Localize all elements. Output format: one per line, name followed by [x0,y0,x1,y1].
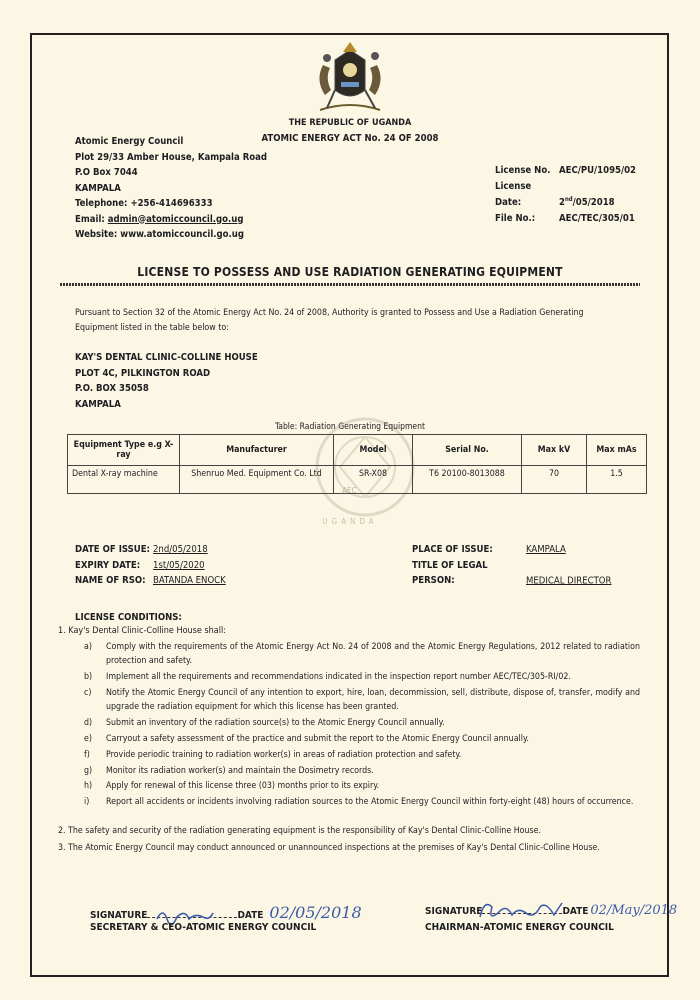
col-header: Max mAs [587,435,647,466]
issuer-email-row [75,212,267,228]
right-date-value: 02/May/2018 [590,903,678,918]
license-date-row [495,179,636,211]
file-no-label: File No.: [495,213,536,224]
condition-marker: b) [84,671,93,682]
license-date-day: 2 [559,197,565,208]
right-handwritten-signature [478,897,564,925]
expiry-label: EXPIRY DATE: [75,559,141,571]
col-header: Model [334,435,413,466]
issuer-city: KAMPALA [75,182,121,194]
license-date [559,197,615,208]
holder-line: P.O. BOX 35058 [75,383,149,394]
file-no: AEC/TEC/305/01 [559,213,635,224]
issuer-plot: Plot 29/33 Amber House, Kampala Road [75,151,268,163]
condition-3: 3. The Atomic Energy Council may conduct announced or unannounced inspections at the premises of Kay's Dental Clinic-Colline House. [58,843,600,853]
issuer-website: Website: www.atomiccouncil.go.ug [75,229,244,240]
act-heading: ATOMIC ENERGY ACT No. 24 OF 2008 [261,133,439,144]
right-signature-label: SIGNATURE [425,906,483,917]
col-header: Equipment Type e.g X-ray [68,435,180,466]
issuer-box: P.O Box 7044 [75,167,138,178]
right-signatory-title: CHAIRMAN-ATOMIC ENERGY COUNCIL [425,922,614,933]
place-value: KAMPALA [526,544,566,555]
license-date-rest: /05/2018 [572,197,615,208]
condition-item [80,733,640,747]
condition-item [80,749,640,763]
legal-person-row [412,558,611,589]
right-date-label: DATE [562,906,589,917]
title-divider [60,283,640,286]
expiry-value: 1st/05/2020 [153,559,205,571]
condition-marker: d) [84,717,93,728]
conditions-list [80,641,640,812]
issuer-email[interactable]: admin@atomiccouncil.go.ug [107,213,244,225]
license-date-label: License Date: [495,181,532,208]
cell-manufacturer: Shenruo Med. Equipment Co. Ltd [180,466,334,494]
condition-text: Notify the Atomic Energy Council of any intention to export, hire, loan, decommission, sell, distribute, dispose of, transfer, modify and upgrade the radiation equipment for which this license has been granted. [106,687,640,712]
condition-item [80,765,640,779]
condition-text: Carryout a safety assessment of the practice and submit the report to the Atomic Energy Council annually. [106,733,529,744]
watermark-text: UGANDA [322,517,378,526]
condition-text: Monitor its radiation worker(s) and maintain the Dosimetry records. [106,765,374,776]
condition-text: Submit an inventory of the radiation source(s) to the Atomic Energy Council annually. [106,717,445,728]
intro-paragraph: Pursuant to Section 32 of the Atomic Energy Act No. 24 of 2008, Authority is granted to Possess and Use a Radiation Generating Equipment listed in the table below to: [75,308,584,333]
col-header: Max kV [522,435,587,466]
cell-serial: T6 20100-8013088 [413,466,522,494]
holder-line: KAMPALA [75,398,121,410]
left-signature-line [147,917,237,918]
email-label: Email: [75,213,105,225]
place-label: PLACE OF ISSUE: [412,544,493,555]
condition-marker: g) [84,765,93,776]
condition-marker: c) [84,687,92,698]
table-header-row [68,435,647,466]
license-date-sup: nd [564,195,573,203]
license-title: LICENSE TO POSSESS AND USE RADIATION GENERATING EQUIPMENT [137,265,563,279]
condition-marker: i) [84,797,90,808]
equipment-table [67,434,647,494]
license-no-row [495,163,636,179]
right-signature-line [482,913,562,914]
place-details [412,542,611,589]
issuer-name: Atomic Energy Council [75,136,184,147]
rso-value: BATANDA ENOCK [153,575,226,586]
condition-item [80,796,640,810]
holder-line: PLOT 4C, PILKINGTON ROAD [75,367,211,379]
table-caption: Table: Radiation Generating Equipment [275,422,425,432]
license-info [495,163,636,227]
file-no-row [495,211,636,227]
condition-item [80,717,640,731]
legal-person-label: TITLE OF LEGAL PERSON: [412,559,488,586]
left-signature-row [90,903,362,922]
condition-1-intro: 1. Kay's Dental Clinic-Colline House shall: [58,626,226,636]
condition-text: Report all accidents or incidents involving radiation sources to the Atomic Energy Council within forty-eight (48) hours of occurrence. [106,797,634,808]
republic-heading: THE REPUBLIC OF UGANDA [288,118,412,128]
watermark-aec: AEC [342,486,357,495]
cell-equipment-type: Dental X-ray machine [68,466,180,494]
col-header: Serial No. [413,435,522,466]
condition-item [80,687,640,715]
place-row [412,542,611,558]
date-of-issue-label: DATE OF ISSUE: [75,544,150,555]
license-holder [75,350,258,412]
issuer-address [75,134,267,243]
conditions-title: LICENSE CONDITIONS: [75,612,182,623]
table-row [68,466,647,494]
left-date-value: 02/05/2018 [269,903,362,922]
condition-text: Implement all the requirements and recommendations indicated in the inspection report number AEC/TEC/305-RI/02. [106,671,571,682]
left-signature-label: SIGNATURE [90,910,148,921]
left-signatory-title: SECRETARY & CEO-ATOMIC ENERGY COUNCIL [90,922,317,933]
license-no: AEC/PU/1095/02 [559,165,636,176]
condition-text: Comply with the requirements of the Atomic Energy Act No. 24 of 2008 and the Atomic Energy Regulations, 2012 related to radiation protection and safety. [106,642,640,666]
condition-item [80,641,640,669]
condition-text: Provide periodic training to radiation worker(s) in areas of radiation protection and safety. [106,749,462,760]
issuer-telephone: Telephone: +256-414696333 [75,198,213,209]
date-of-issue-value: 2nd/05/2018 [153,544,208,555]
condition-marker: f) [84,749,90,760]
rso-label: NAME OF RSO: [75,575,146,586]
issue-details [75,542,226,589]
cell-model: SR-X08 [334,466,413,494]
cell-max-mas: 1.5 [587,466,647,494]
condition-marker: e) [84,733,92,744]
expiry-row [75,558,226,574]
col-header: Manufacturer [180,435,334,466]
condition-item [80,780,640,794]
cell-max-kv: 70 [522,466,587,494]
rso-row [75,573,226,589]
legal-person-value: MEDICAL DIRECTOR [526,575,612,586]
left-date-label: DATE [237,910,264,921]
holder-line: KAY'S DENTAL CLINIC-COLLINE HOUSE [75,352,258,363]
date-of-issue-row [75,542,226,558]
license-no-label: License No. [495,165,551,176]
condition-2: 2. The safety and security of the radiation generating equipment is the responsibility of Kay's Dental Clinic-Colline House. [58,826,542,836]
condition-marker: h) [84,781,93,792]
right-signature-row [425,903,677,918]
condition-marker: a) [84,642,92,652]
uganda-coat-of-arms [305,40,395,115]
condition-text: Apply for renewal of this license three (03) months prior to its expiry. [106,781,380,792]
condition-item [80,671,640,685]
